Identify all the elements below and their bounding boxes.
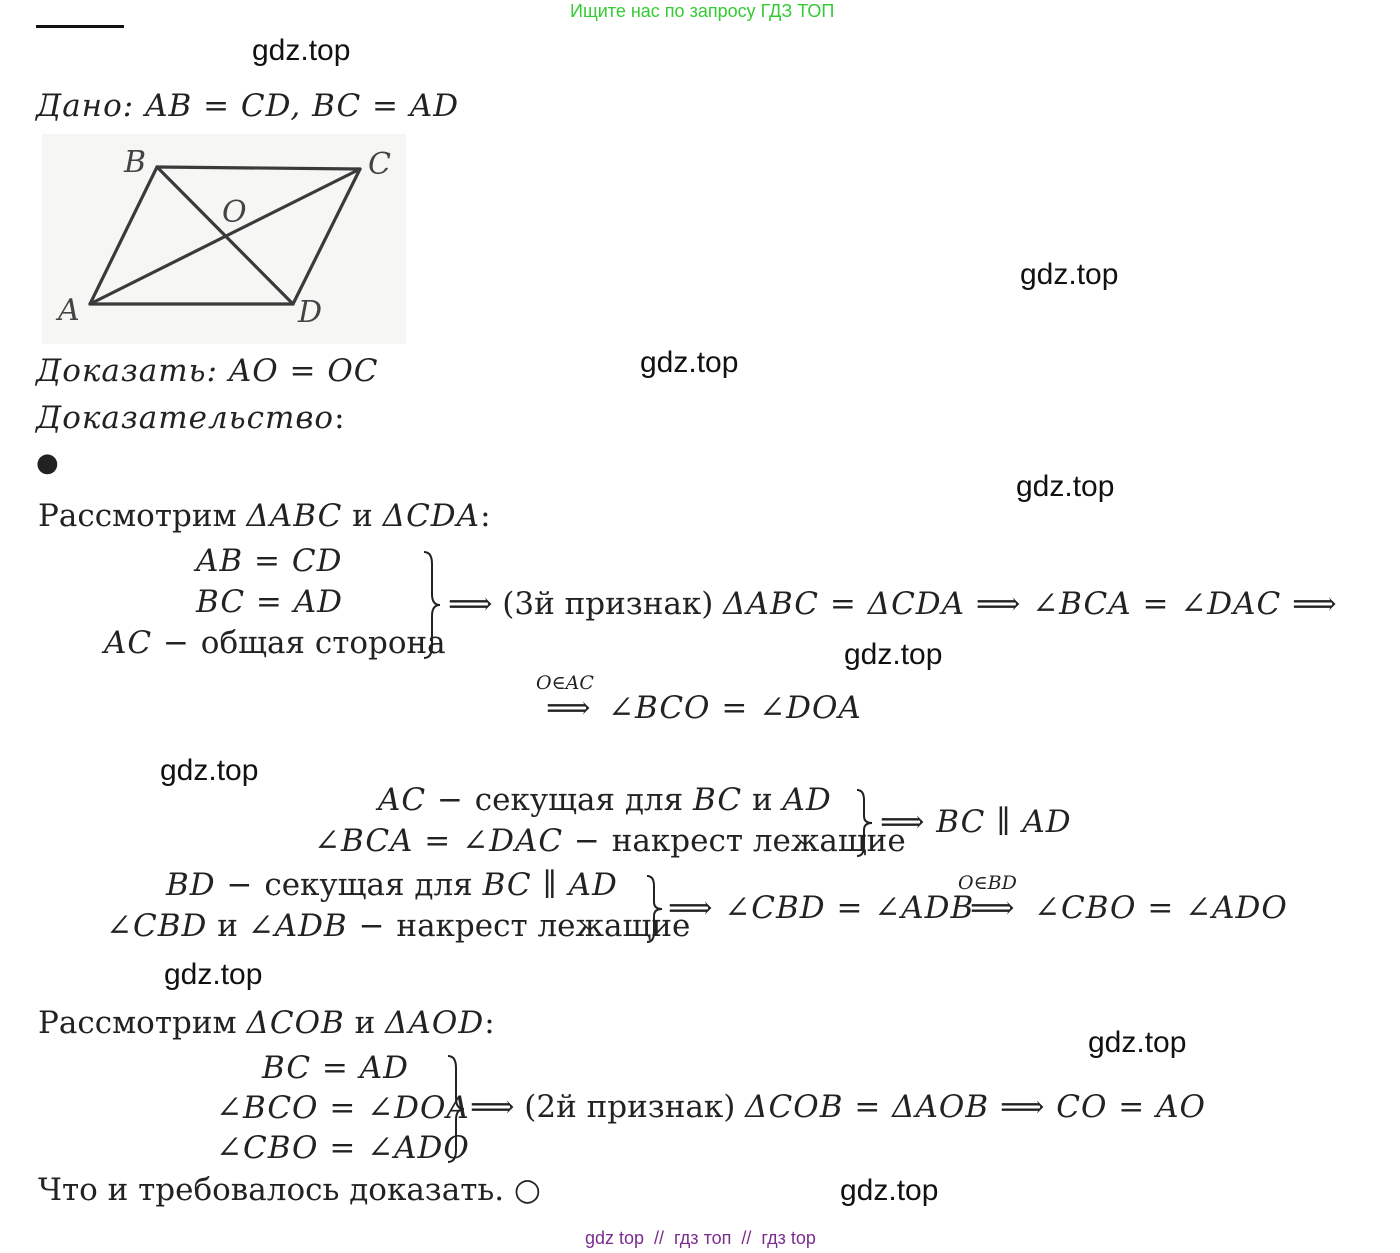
bullet: ● [36, 448, 59, 478]
step2-line1-math3: AD [782, 782, 832, 818]
step1-cond3 [104, 625, 446, 661]
step4-brace [444, 1054, 468, 1164]
step4-intro-text: Рассмотрим [38, 1005, 247, 1041]
step1-intro-math1: ΔABC [246, 498, 343, 534]
step1-intro-math2: ΔCDA [382, 498, 481, 534]
step3-result2: ∠CBO = ∠ADO [1034, 890, 1288, 926]
step3-line2-and: и [207, 908, 248, 944]
prove-value: : AO = OC [206, 353, 379, 389]
step2-line1-math2: BC [693, 782, 743, 818]
step1-cond1: AB = CD [196, 543, 343, 579]
watermark: gdz.top [252, 34, 351, 67]
step1-cond2: BC = AD [196, 584, 343, 620]
step1-intro-and: и [342, 498, 383, 534]
proof-colon: : [334, 400, 346, 436]
label-c: C [368, 147, 391, 182]
given-line [36, 88, 459, 124]
step4-cond1: BC = AD [262, 1050, 409, 1086]
step3-line2-text: накрест лежащие [396, 908, 691, 944]
watermark: gdz.top [844, 638, 943, 671]
step4-intro-math2: ΔAOD [385, 1005, 485, 1041]
step4-intro-math1: ΔCOB [246, 1005, 345, 1041]
step4-cond3: ∠CBO = ∠ADO [216, 1130, 470, 1166]
watermark: gdz.top [640, 346, 739, 379]
step1-intro-text: Рассмотрим [38, 498, 247, 534]
step3-brace [644, 874, 666, 944]
prove-label: Доказать [36, 353, 207, 389]
step1-result [448, 586, 1338, 622]
watermark: gdz.top [164, 958, 263, 991]
label-d: D [298, 295, 323, 330]
step3-line2-math: ∠CBD [106, 908, 208, 944]
label-b: B [124, 145, 147, 180]
step1-result-pre: ⟹ (3й признак) [448, 586, 724, 622]
label-a: A [58, 293, 80, 328]
step3-arrow: ⟹ [970, 890, 1016, 926]
conclusion: Что и требовалось доказать. ○ [38, 1172, 541, 1208]
step3-over-label: O∈BD [958, 872, 1017, 894]
step2-line1 [378, 782, 832, 818]
step4-result-pre: ⟹ (2й признак) [470, 1089, 746, 1125]
watermark: gdz.top [840, 1174, 939, 1207]
prove-line [36, 353, 378, 389]
step1-intro [38, 498, 491, 534]
step2-line1-and: и [742, 782, 783, 818]
step3-line2 [106, 908, 690, 944]
step2-line1-math: AC − [378, 782, 475, 818]
label-o: O [222, 195, 247, 230]
given-label: Дано [36, 88, 123, 124]
step1-brace [420, 550, 444, 660]
step2-brace [854, 788, 876, 858]
step3-line1-math: BD − [166, 867, 265, 903]
step1-cond3-text: общая сторона [200, 625, 446, 661]
step4-result-math: ΔCOB = ΔAOB ⟹ CO = AO [745, 1089, 1206, 1125]
step3-line1-text: секущая для [264, 867, 483, 903]
watermark: gdz.top [160, 754, 259, 787]
step4-intro-and: и [344, 1005, 386, 1041]
step4-intro-colon: : [484, 1005, 495, 1041]
step1-intro-colon: : [480, 498, 491, 534]
side-bc [157, 167, 360, 169]
step3-line1-math2: BC ∥ AD [482, 867, 618, 903]
step4-cond2: ∠BCO = ∠DOA [216, 1090, 470, 1126]
step2-result: ⟹ BC ∥ AD [880, 804, 1072, 840]
step1-result2: ∠BCO = ∠DOA [608, 690, 862, 726]
watermark: gdz.top [1016, 470, 1115, 503]
step4-intro [38, 1005, 495, 1041]
proof-label: Доказательство [36, 400, 335, 436]
step1-result-math: ΔABC = ΔCDA ⟹ ∠BCA = ∠DAC ⟹ [723, 586, 1338, 622]
watermark: gdz.top [1088, 1026, 1187, 1059]
proof-heading [36, 400, 346, 436]
step3-line2-math2: ∠ADB − [247, 908, 397, 944]
header-search-hint: Ищите нас по запросу ГДЗ ТОП [570, 1, 835, 21]
footer-links: gdz top // гдз топ // гдз top [585, 1228, 816, 1248]
step1-cond3-math: AC − [104, 625, 201, 661]
step2-line1-text: секущая для [474, 782, 694, 818]
step2-line2-text: накрест лежащие [611, 823, 906, 859]
step3-result1: ⟹ ∠CBD = ∠ADB [668, 890, 975, 926]
top-rule [36, 25, 124, 28]
step2-line2 [314, 823, 906, 859]
step4-result [470, 1089, 1206, 1125]
step3-line1 [166, 867, 618, 903]
step1-over-label: O∈AC [536, 672, 594, 694]
step1-arrow: ⟹ [546, 690, 592, 726]
parallelogram-figure [42, 134, 406, 344]
given-value: : AB = CD, BC = AD [122, 88, 460, 124]
watermark: gdz.top [1020, 258, 1119, 291]
step2-line2-math: ∠BCA = ∠DAC − [314, 823, 612, 859]
